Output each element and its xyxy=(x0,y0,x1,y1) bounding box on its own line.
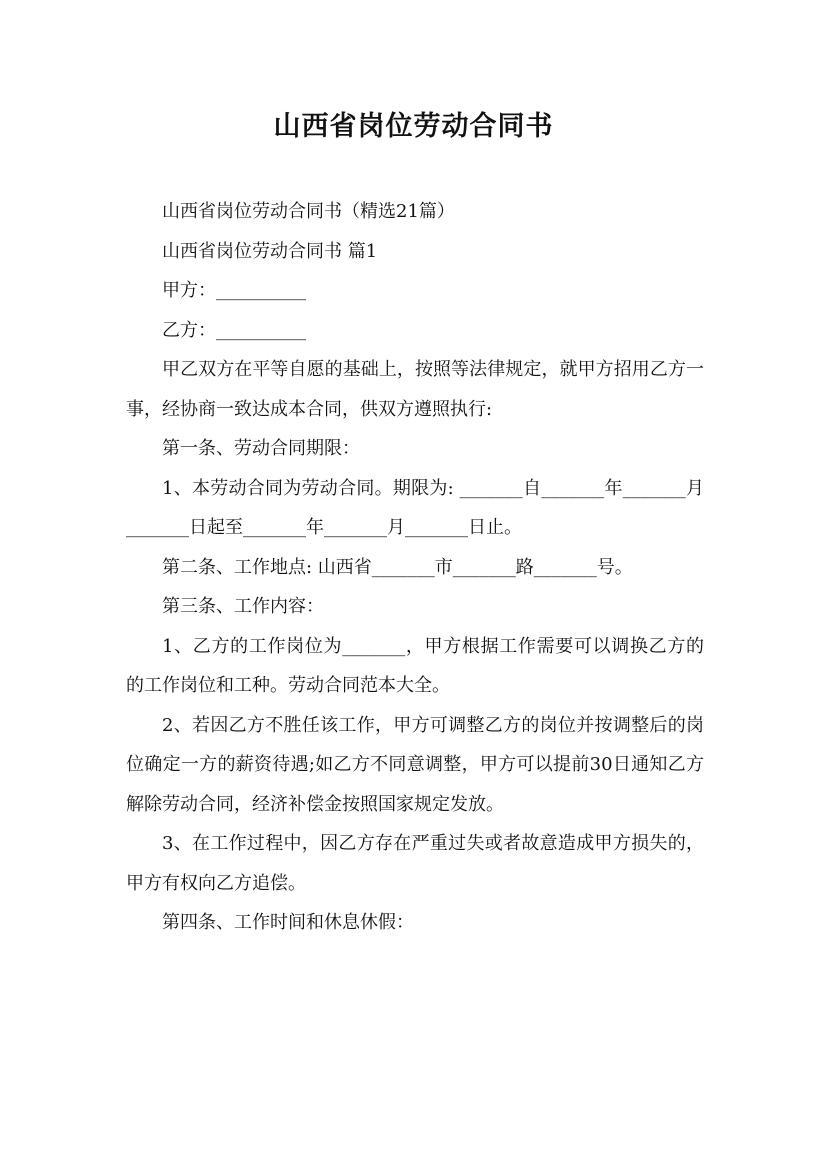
paragraph-article-2-location: 第二条、工作地点: 山西省_______市_______路_______号。 xyxy=(162,556,633,578)
paragraph-article-1-heading: 第一条、劳动合同期限： xyxy=(162,438,360,459)
paragraph-article-3-item-1: 1、乙方的工作岗位为_______，甲方根据工作需要可以调换乙方的的工作岗位和工种。劳动合同范本大全。 xyxy=(126,635,704,696)
paragraph-article-4-heading: 第四条、工作时间和休息休假： xyxy=(162,912,414,933)
paragraph-section-heading: 山西省岗位劳动合同书 篇1 xyxy=(162,240,378,262)
document-title: 山西省岗位劳动合同书 xyxy=(273,111,554,142)
paragraph-party-b: 乙方：__________ xyxy=(162,319,306,341)
paragraph-article-3-item-2: 2、若因乙方不胜任该工作，甲方可调整乙方的岗位并按调整后的岗位确定一方的薪资待遇;如乙方不同意调整，甲方可以提前30日通知乙方解除劳动合同，经济补偿金按照国家规定发放。 xyxy=(126,714,704,815)
paragraph-article-3-item-3: 3、在工作过程中，因乙方存在严重过失或者故意造成甲方损失的，甲方有权向乙方追偿。 xyxy=(126,833,704,894)
paragraph-preamble: 甲乙双方在平等自愿的基础上，按照等法律规定，就甲方招用乙方一事，经协商一致达成本合同，供双方遵照执行: xyxy=(126,359,704,420)
paragraph-article-3-heading: 第三条、工作内容： xyxy=(162,596,324,617)
paragraph-party-a: 甲方：__________ xyxy=(162,280,306,301)
paragraph-subtitle: 山西省岗位劳动合同书（精选21篇） xyxy=(162,201,455,222)
document-body xyxy=(126,192,704,943)
paragraph-article-1-term: 1、本劳动合同为劳动合同。期限为: _______自_______年_______月_______日起至_______年_______月_______日止。 xyxy=(126,477,704,538)
